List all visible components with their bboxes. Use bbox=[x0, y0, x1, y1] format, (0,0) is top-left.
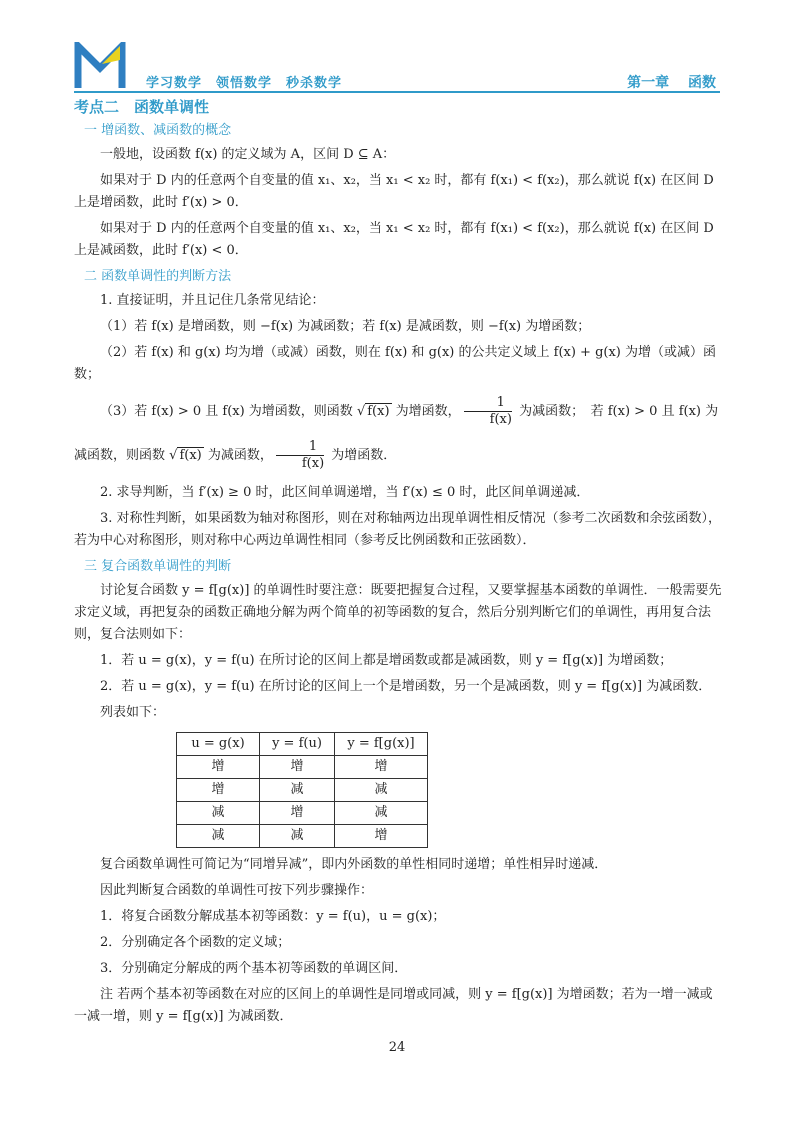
text-run: 为增函数． bbox=[327, 448, 397, 463]
page-number: 24 bbox=[388, 1040, 406, 1055]
table-cell: 减 bbox=[177, 825, 260, 848]
text-run: 为增函数， bbox=[391, 404, 461, 419]
table-header: u = g(x) bbox=[177, 733, 260, 756]
header-slogan: 学习数学 领悟数学 秒杀数学 bbox=[146, 76, 343, 91]
table-row bbox=[177, 756, 428, 779]
paragraph: 一般地，设函数 f(x) 的定义域为 A，区间 D ⊆ A： bbox=[100, 147, 396, 162]
table-cell: 减 bbox=[335, 779, 428, 802]
chapter-title: 第一章 函数 bbox=[627, 75, 716, 91]
note-paragraph: 注 若两个基本初等函数在对应的区间上的单调性是同增或同减，则 y = f[g(x)] 为增函数；若为一增一减或一减一增，则 y = f[g(x)] 为减函数． bbox=[74, 987, 713, 1024]
list-item: 3．分别确定分解成的两个基本初等函数的单调区间． bbox=[100, 961, 408, 976]
table-row bbox=[177, 825, 428, 848]
paragraph: （2）若 f(x) 和 g(x) 均为增（或减）函数，则在 f(x) 和 g(x) 的公共定义域上 f(x) + g(x) 为增（或减）函数； bbox=[74, 345, 717, 382]
fraction-denominator: f(x) bbox=[489, 412, 512, 427]
table-row bbox=[177, 802, 428, 825]
table-header: y = f(u) bbox=[260, 733, 335, 756]
paragraph: 1. 直接证明，并且记住几条常见结论： bbox=[100, 293, 325, 308]
table-cell: 减 bbox=[335, 802, 428, 825]
table-row bbox=[177, 779, 428, 802]
paragraph: 如果对于 D 内的任意两个自变量的值 x₁、x₂，当 x₁ < x₂ 时，都有 f(x₁) < f(x₂)，那么就说 f(x) 在区间 D 上是减函数，此时 f′(x) < 0． bbox=[74, 221, 714, 258]
section-title: 考点二 函数单调性 bbox=[74, 98, 210, 116]
fraction bbox=[464, 395, 512, 428]
list-item: 2．若 u = g(x)，y = f(u) 在所讨论的区间上一个是增函数，另一个是减函数，则 y = f[g(x)] 为减函数． bbox=[100, 679, 712, 694]
paragraph: 如果对于 D 内的任意两个自变量的值 x₁、x₂，当 x₁ < x₂ 时，都有 f(x₁) < f(x₂)，那么就说 f(x) 在区间 D 上是增函数，此时 f′(x) > 0． bbox=[74, 173, 714, 210]
header-divider bbox=[74, 91, 720, 93]
text-run: （3）若 f(x) > 0 且 f(x) 为增函数，则函数 bbox=[100, 404, 357, 419]
table-cell: 增 bbox=[260, 802, 335, 825]
sqrt-expression: f(x) bbox=[367, 404, 390, 419]
sqrt-expression: f(x) bbox=[179, 448, 202, 463]
table-cell: 增 bbox=[335, 825, 428, 848]
fraction-numerator: 1 bbox=[464, 395, 512, 412]
table-cell: 减 bbox=[260, 825, 335, 848]
list-item: 1．若 u = g(x)，y = f(u) 在所讨论的区间上都是增函数或都是减函数，则 y = f[g(x)] 为增函数； bbox=[100, 653, 673, 668]
list-item: 2．分别确定各个函数的定义域； bbox=[100, 935, 291, 950]
table-header: y = f[g(x)] bbox=[335, 733, 428, 756]
list-item: 1．将复合函数分解成基本初等函数：y = f(u)，u = g(x)； bbox=[100, 909, 446, 924]
paragraph: 3. 对称性判断，如果函数为轴对称图形，则在对称轴两边出现单调性相反情况（参考二次函数和余弦函数），若为中心对称图形，则对称中心两边单调性相同（参考反比例函数和正弦函数）． bbox=[74, 511, 722, 548]
paragraph: 因此判断复合函数的单调性可按下列步骤操作： bbox=[100, 883, 374, 898]
table-cell: 增 bbox=[177, 779, 260, 802]
logo-icon bbox=[74, 42, 126, 90]
fraction-numerator: 1 bbox=[276, 439, 324, 456]
table-cell: 增 bbox=[177, 756, 260, 779]
fraction-denominator: f(x) bbox=[301, 456, 325, 471]
document-body bbox=[74, 96, 722, 1032]
fraction bbox=[276, 439, 324, 472]
table-header-row bbox=[177, 733, 428, 756]
page-header bbox=[74, 42, 720, 92]
table-cell: 增 bbox=[335, 756, 428, 779]
text-run: 为减函数， bbox=[203, 448, 273, 463]
subsection-heading-2: 二 函数单调性的判断方法 bbox=[84, 269, 232, 284]
paragraph: 2. 求导判断，当 f′(x) ≥ 0 时，此区间单调递增，当 f′(x) ≤ 0 时，此区间单调递减． bbox=[100, 485, 590, 500]
table-cell: 减 bbox=[260, 779, 335, 802]
table-cell: 减 bbox=[177, 802, 260, 825]
paragraph: （1）若 f(x) 是增函数，则 −f(x) 为减函数；若 f(x) 是减函数，则 −f(x) 为增函数； bbox=[100, 319, 591, 334]
text-run: 为减函数； 若 f(x) > 0 且 f(x) 为减函数，则函数 bbox=[74, 404, 719, 463]
paragraph: 讨论复合函数 y = f[g(x)] 的单调性时要注意：既要把握复合过程，又要掌握基本函数的单调性．一般需要先求定义域，再把复杂的函数正确地分解为两个简单的初等函数的复合，然后分别判断它们的单调性，再用复合法则，复合法则如下： bbox=[74, 583, 722, 642]
subsection-heading-1: 一 增函数、减函数的概念 bbox=[84, 123, 232, 138]
paragraph-with-fractions: （3）若 f(x) > 0 且 f(x) 为增函数，则函数 √ f(x) 为增函数， $\frac{1}{f(x)}$ 为减函数； 若 f(x) > 0 且 f(x) 为减函数，则函数 √ f(x) 为减函数， $\frac{1}{f(x)}$ 为增函数． bbox=[74, 395, 719, 471]
paragraph: 复合函数单调性可简记为“同增异减”，即内外函数的单性相同时递增；单性相异时递减． bbox=[100, 857, 608, 872]
table-cell: 增 bbox=[260, 756, 335, 779]
subsection-heading-3: 三 复合函数单调性的判断 bbox=[84, 559, 232, 574]
paragraph: 列表如下： bbox=[100, 705, 166, 720]
composition-table bbox=[176, 732, 428, 848]
